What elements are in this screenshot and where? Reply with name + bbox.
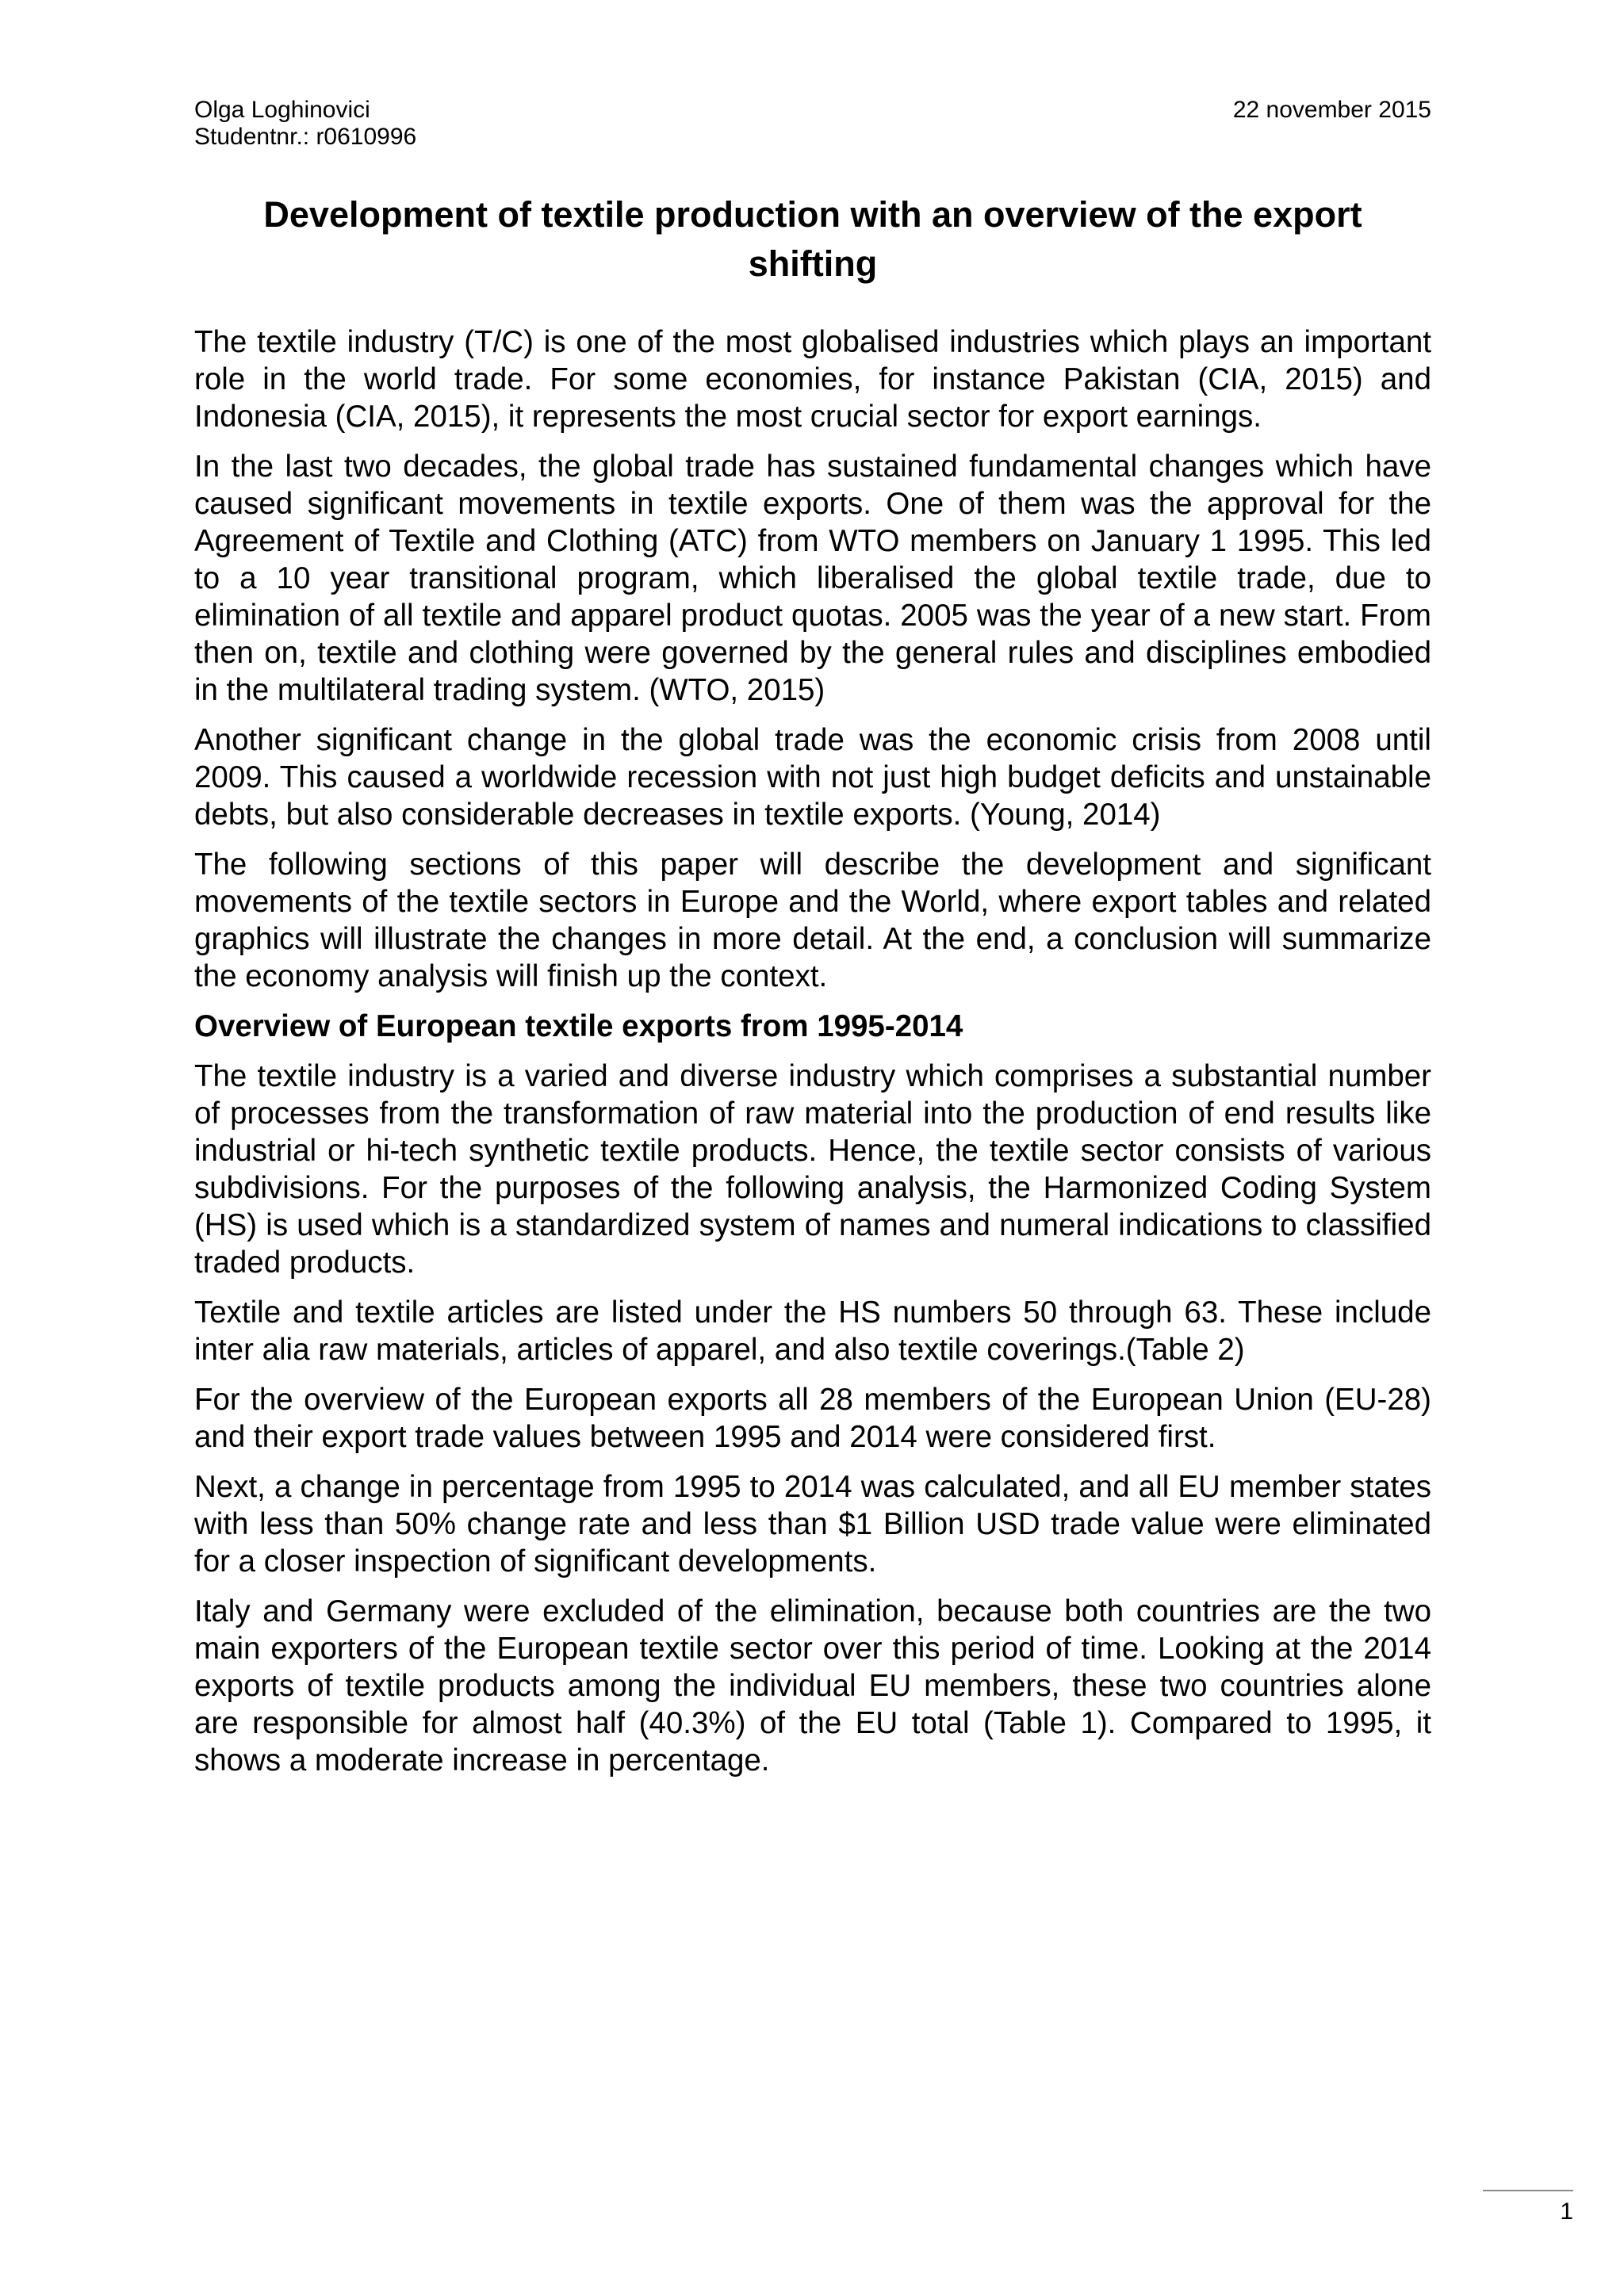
intro-paragraph-3: Another significant change in the global trade was the economic crisis from 2008 until 2009. This caused a worldwide recession with not just high budget deficits and unstainable debts, but also considerable decreases in textile exports. (Young, 2014)	[194, 723, 1431, 832]
section-heading: Overview of European textile exports from 1995-2014	[194, 1009, 963, 1043]
document-body	[194, 323, 1431, 1792]
intro-paragraph-4: The following sections of this paper will describe the development and significant movements of the textile sectors in Europe and the World, where export tables and related graphics will illustrate the changes in more detail. At the end, a conclusion will summarize the economy analysis will finish up the context.	[194, 848, 1431, 993]
author-block	[194, 97, 416, 151]
title-line-2: shifting	[748, 243, 878, 284]
document-date: 22 november 2015	[1232, 97, 1431, 123]
intro-paragraph-2: In the last two decades, the global trade has sustained fundamental changes which have caused significant movements in textile exports. One of them was the approval for the Agreement of Textile and Clothing (ATC) from WTO members on January 1 1995. This led to a 10 year transitional program, which liberalised the global textile trade, due to elimination of all textile and apparel product quotas. 2005 was the year of a new start. From then on, textile and clothing were governed by the general rules and disciplines embodied in the multilateral trading system. (WTO, 2015)	[194, 450, 1431, 707]
title-line-1: Development of textile production with an overview of the export	[263, 194, 1362, 235]
student-number: Studentnr.: r0610996	[194, 124, 417, 150]
section-paragraph-3: For the overview of the European exports all 28 members of the European Union (EU-28) and their export trade values between 1995 and 2014 were considered first.	[194, 1383, 1431, 1454]
section-paragraph-2: Textile and textile articles are listed under the HS numbers 50 through 63. These include inter alia raw materials, articles of apparel, and also textile coverings.(Table 2)	[194, 1295, 1431, 1367]
document-title	[194, 190, 1431, 289]
footer-divider	[1483, 2190, 1573, 2191]
page-number: 1	[1560, 2198, 1573, 2225]
intro-paragraph-1: The textile industry (T/C) is one of the most globalised industries which plays an important role in the world trade. For some economies, for instance Pakistan (CIA, 2015) and Indonesia (CIA, 2015), it represents the most crucial sector for export earnings.	[194, 325, 1431, 434]
section-paragraph-4: Next, a change in percentage from 1995 to 2014 was calculated, and all EU member states with less than 50% change rate and less than $1 Billion USD trade value were eliminated for a closer inspection of significant developments.	[194, 1470, 1431, 1578]
section-paragraph-1: The textile industry is a varied and diverse industry which comprises a substantial number of processes from the transformation of raw material into the production of end results like industrial or hi-tech synthetic textile products. Hence, the textile sector consists of various subdivisions. For the purposes of the following analysis, the Harmonized Coding System (HS) is used which is a standardized system of names and numeral indications to classified traded products.	[194, 1059, 1431, 1280]
page-header	[194, 97, 1431, 151]
author-name: Olga Loghinovici	[194, 97, 370, 123]
date-block	[1233, 97, 1431, 124]
section-paragraph-5: Italy and Germany were excluded of the elimination, because both countries are the two main exporters of the European textile sector over this period of time. Looking at the 2014 exports of textile products among the individual EU members, these two countries alone are responsible for almost half (40.3%) of the EU total (Table 1). Compared to 1995, it shows a moderate increase in percentage.	[194, 1594, 1431, 1777]
